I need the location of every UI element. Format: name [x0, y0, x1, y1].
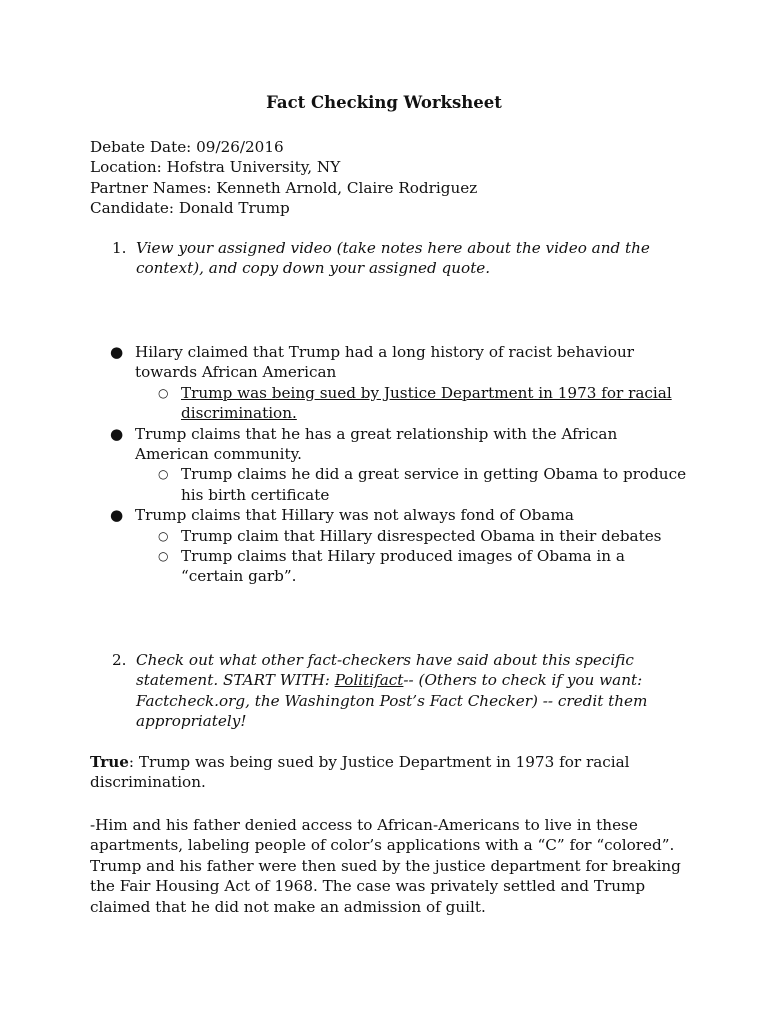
sub-bullet-icon: ○	[158, 528, 169, 543]
sub-note-text: Trump claims that Hilary produced images of Obama in a “certain garb”.	[181, 547, 625, 586]
debate-info	[90, 137, 690, 219]
bullet-icon: ●	[110, 506, 124, 525]
verdict-label: True	[90, 753, 129, 771]
bullet-icon: ●	[110, 424, 124, 443]
question-1	[112, 238, 696, 279]
note-text: Trump claims that he has a great relationship with the African American community.	[135, 424, 618, 464]
answer-statement	[90, 752, 690, 793]
note-text: Trump claims that Hillary was not always fond of Obama	[135, 506, 574, 525]
note-item	[90, 505, 690, 525]
question-1-number: 1.	[112, 239, 127, 257]
note-item	[90, 424, 690, 465]
candidate: Candidate: Donald Trump	[90, 199, 290, 218]
partner-names: Partner Names: Kenneth Arnold, Claire Rodriguez	[90, 178, 478, 197]
debate-date: Debate Date: 09/26/2016	[90, 138, 284, 156]
page-title: Fact Checking Worksheet	[266, 93, 502, 112]
explanation-paragraph: -Him and his father denied access to African-Americans to live in these apartments, labeling people of color’s applications with a “C” for “colored”. Trump and his father were then sued by the justice department for breaking the Fair Housing Act of 1968. The case was privately settled and Trump claimed that he did not make an admission of guilt.	[90, 816, 681, 916]
bullet-icon: ●	[110, 343, 124, 361]
sub-bullet-icon: ○	[158, 385, 169, 400]
question-2-text-start: Check out what other fact-checkers have said about this specific statement. START WITH:	[136, 651, 634, 690]
question-2-number: 2.	[112, 651, 127, 669]
sub-bullet-icon: ○	[158, 467, 169, 482]
debate-location: Location: Hofstra University, NY	[90, 158, 341, 177]
question-2-text-end: -- (Others to check if you want: Factcheck.org, the Washington Post’s Fact Checker) -- credit them appropriately!	[136, 671, 648, 731]
sub-note-text: Trump was being sued by Justice Department in 1973 for racial discrimination.	[181, 383, 672, 423]
sub-note-item	[90, 526, 690, 546]
note-item	[90, 342, 690, 383]
question-2	[112, 650, 696, 732]
answer-text: : Trump was being sued by Justice Department in 1973 for racial discrimination.	[90, 753, 630, 792]
sub-note-text: Trump claim that Hillary disrespected Obama in their debates	[181, 526, 662, 545]
notes-list	[90, 342, 690, 587]
sub-bullet-icon: ○	[158, 549, 169, 564]
sub-note-item	[90, 546, 690, 587]
sub-note-text: Trump claims he did a great service in getting Obama to produce his birth certificate	[181, 465, 687, 504]
politifact-link[interactable]: Politifact	[334, 671, 404, 690]
sub-note-item	[90, 464, 690, 505]
note-text: Hilary claimed that Trump had a long history of racist behaviour towards African American	[135, 343, 634, 382]
sub-note-item	[90, 383, 690, 424]
question-1-text: View your assigned video (take notes here about the video and the context), and copy down your assigned quote.	[136, 239, 650, 278]
